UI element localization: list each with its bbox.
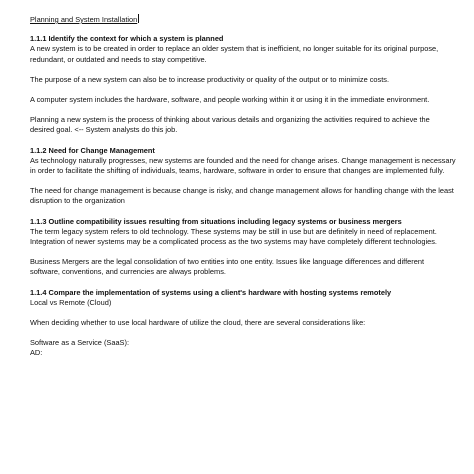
text-cursor [138,14,139,23]
section-heading: 1.1.4 Compare the implementation of systems using a client's hardware with hosting systems remotely [30,287,392,297]
paragraph: Local vs Remote (Cloud) [30,297,112,307]
paragraph: The need for change management is because change is risky, and change management allows for handling change with the least disruption to the organization [30,186,454,206]
section-1-1-3 [30,217,456,278]
paragraph: Software as a Service (SaaS): [30,338,129,348]
paragraph: Planning a new system is the process of thinking about various details and organizing the activities required to achieve the desired goal. <-- System analysts do this job. [30,115,430,135]
section-1-1-1 [30,34,456,135]
paragraph: AD: [30,348,43,358]
section-heading: 1.1.3 Outline compatibility issues resulting from situations including legacy systems or business mergers [30,216,402,226]
section-1-1-4 [30,288,456,359]
paragraph: A new system is to be created in order to replace an older system that is inefficient, no longer suitable for its original purpose, redundant, or outdated and needs to stay competitive. [30,44,439,64]
paragraph: Business Mergers are the legal consolidation of two entities into one entity. Issues like language differences and different software, conventions, and currencies are always problems. [30,257,424,277]
paragraph: When deciding whether to use local hardware of utilize the cloud, there are several considerations like: [30,318,366,328]
section-heading: 1.1.2 Need for Change Management [30,145,155,155]
paragraph: The term legacy system refers to old technology. These systems may be still in use but are definitely in need of replacement. Integration of newer systems may be a complicated process as the two systems may have completely different technologies. [30,226,437,247]
paragraph: A computer system includes the hardware, software, and people working within it or using it in the immediate environment. [30,95,430,105]
paragraph: The purpose of a new system can also be to increase productivity or quality of the output or to minimize costs. [30,74,390,84]
section-heading: 1.1.1 Identify the context for which a system is planned [30,34,224,44]
document-title[interactable]: Planning and System Installation [30,15,138,24]
paragraph: As technology naturally progresses, new systems are founded and the need for change arises. Change management is necessary in order to facilitate the shifting of individuals, teams, hardware, software in order to ensure that changes are implemented fully. [30,155,456,176]
section-1-1-2 [30,146,456,207]
